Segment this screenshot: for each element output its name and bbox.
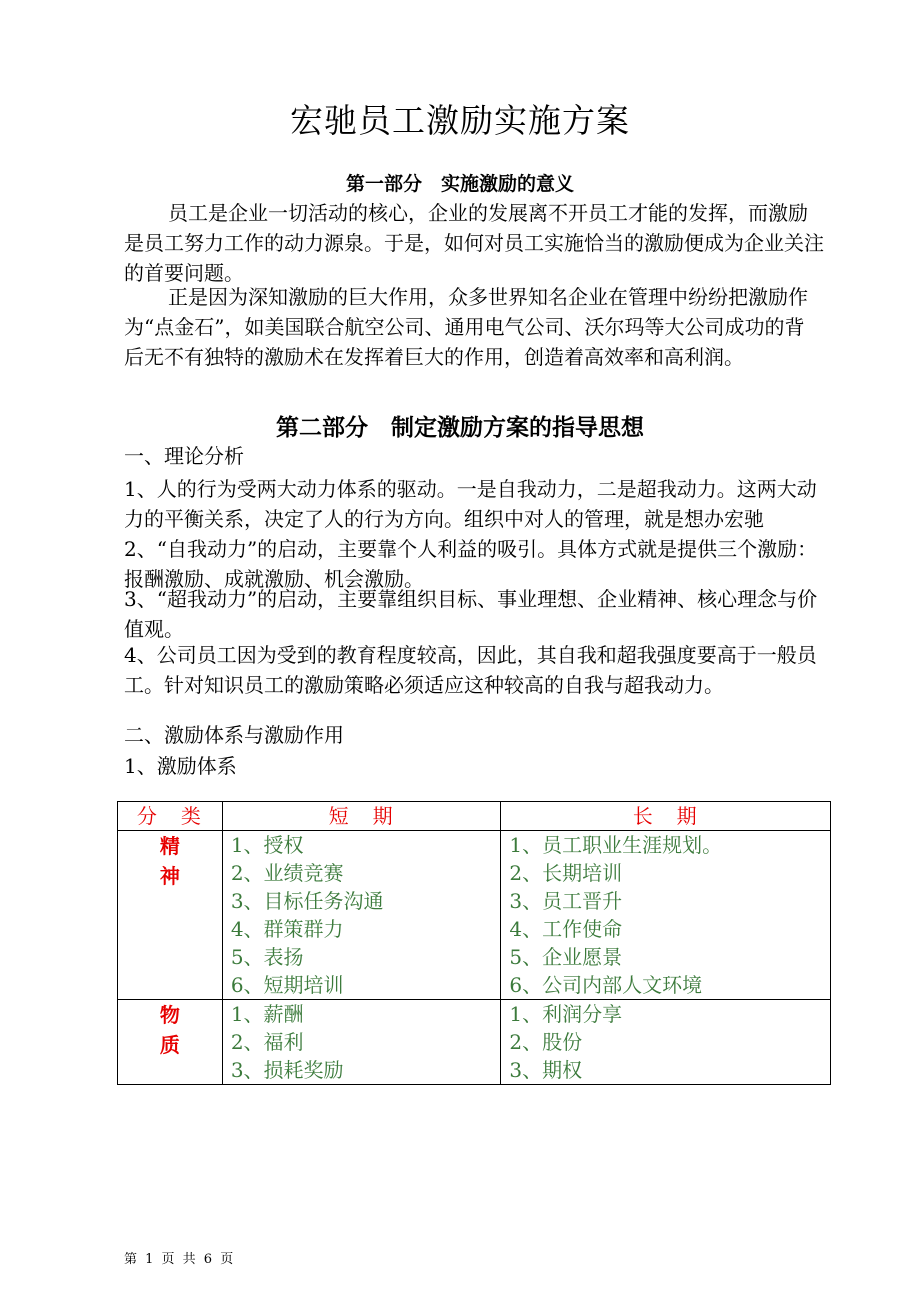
category-spirit-label: 精 神 — [159, 834, 180, 888]
theory-item-1-2: 1、人的行为受两大动力体系的驱动。一是自我动力，二是超我动力。这两大动力的平衡关系，决定了人的行为方向。组织中对人的管理，就是想办宏驰 2、“自我动力”的启动，主要靠个人利益的吸引。具体方式就是提供三个激励：报酬激励、成就激励、机会激励。 — [124, 477, 818, 591]
section-theory-analysis: 一、理论分析 — [124, 444, 244, 468]
list-item: 1、员工职业生涯规划。 — [509, 833, 723, 857]
category-material-label: 物 质 — [159, 1003, 180, 1057]
theory-item-4: 4、公司员工因为受到的教育程度较高，因此，其自我和超我强度要高于一般员工。针对知识员工的激励策略必须适应这种较高的自我与超我动力。 — [124, 643, 817, 697]
spirit-long-term — [501, 831, 831, 1000]
list-item: 1、授权 — [230, 833, 304, 857]
list-item: 6、短期培训 — [230, 973, 344, 997]
list-item: 3、期权 — [509, 1058, 583, 1082]
list-item: 1、薪酬 — [230, 1002, 304, 1026]
part1-heading: 第一部分 实施激励的意义 — [345, 173, 574, 195]
section-incentive-system: 二、激励体系与激励作用 — [124, 723, 344, 747]
list-item: 3、员工晋升 — [509, 889, 623, 913]
list-item: 1、利润分享 — [509, 1002, 623, 1026]
subsection-incentive-system: 1、激励体系 — [124, 754, 237, 778]
list-item: 2、股份 — [509, 1030, 583, 1054]
document-title: 宏驰员工激励实施方案 — [290, 101, 630, 140]
table-row-material — [118, 1000, 831, 1085]
header-short-term: 短 期 — [222, 802, 501, 831]
list-item: 2、长期培训 — [509, 861, 623, 885]
header-long-term: 长 期 — [501, 802, 831, 831]
table-row-spirit — [118, 831, 831, 1000]
incentive-table — [117, 801, 831, 1085]
theory-item-3: 3、“超我动力”的启动，主要靠组织目标、事业理想、企业精神、核心理念与价值观。 — [124, 587, 818, 641]
list-item: 6、公司内部人文环境 — [509, 973, 703, 997]
material-short-term — [222, 1000, 501, 1085]
list-item: 2、福利 — [230, 1030, 304, 1054]
list-item: 5、企业愿景 — [509, 945, 623, 969]
list-item: 3、目标任务沟通 — [230, 889, 384, 913]
category-material — [118, 1000, 223, 1085]
list-item: 3、损耗奖励 — [230, 1058, 344, 1082]
list-item: 4、工作使命 — [509, 917, 623, 941]
list-item: 5、表扬 — [230, 945, 304, 969]
table-header-row — [118, 802, 831, 831]
header-category: 分 类 — [118, 802, 223, 831]
list-item: 2、业绩竞赛 — [230, 861, 344, 885]
page-number-footer: 第 1 页 共 6 页 — [124, 1252, 236, 1267]
part1-paragraph-2: 正是因为深知激励的巨大作用，众多世界知名企业在管理中纷纷把激励作为“点金石”，如美国联合航空公司、通用电气公司、沃尔玛等大公司成功的背后无不有独特的激励术在发挥着巨大的作用，创造着高效率和高利润。 — [124, 285, 808, 369]
part2-heading: 第二部分 制定激励方案的指导思想 — [276, 415, 644, 441]
category-spirit — [118, 831, 223, 1000]
spirit-short-term — [222, 831, 501, 1000]
material-long-term — [501, 1000, 831, 1085]
list-item: 4、群策群力 — [230, 917, 344, 941]
part1-paragraph-1: 员工是企业一切活动的核心，企业的发展离不开员工才能的发挥，而激励是员工努力工作的动力源泉。于是，如何对员工实施恰当的激励便成为企业关注的首要问题。 — [124, 201, 824, 285]
